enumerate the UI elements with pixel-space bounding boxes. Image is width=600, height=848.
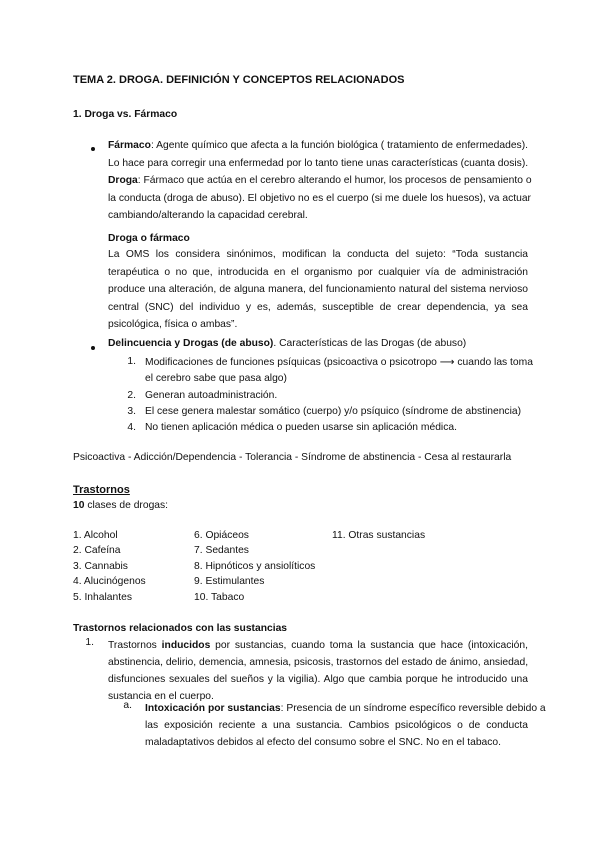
related-heading: Trastornos relacionados con las sustancias [73,623,288,634]
drug-item: 3. Cannabis [73,561,128,572]
inducidos-line: disfunciones sexuales del sueños y la vigilia). Algo que cambia porque he introducido una [108,674,528,685]
clases-text: clases de drogas: [84,500,169,511]
drug-item: 8. Hipnóticos y ansiolíticos [194,561,316,572]
list-number: 2. [127,390,136,401]
list-number: 3. [127,406,136,417]
oms-paragraph [108,246,528,334]
intoxicacion-line-1 [145,700,546,717]
drug-item: 7. Sedantes [194,545,249,556]
bullet-dot [91,346,95,350]
farmaco-label: Fármaco [108,140,151,151]
clases-count: 10 [73,500,85,511]
drug-item: 11. Otras sustancias [332,530,426,541]
inducidos-bold: inducidos [161,640,211,651]
clases-line [73,500,168,511]
intoxicacion-paragraph [145,700,546,751]
drug-item: 5. Inhalantes [73,592,132,603]
intoxicacion-line: las exposición reciente a una sustancia. Cambios psicológicos o de conducta [145,720,528,731]
oms-line: produce una alteración, de alguna manera, del funcionamiento natural del sistema nervioso [108,284,528,295]
farmaco-paragraph [108,137,532,225]
list-item-text: el cerebro sabe que pasa algo) [145,373,287,384]
drug-item: 2. Cafeína [73,545,121,556]
drug-item: 6. Opiáceos [194,530,249,541]
farmaco-line-1 [108,137,528,155]
list-number: 1. [127,356,136,367]
drug-item: 9. Estimulantes [194,576,265,587]
inducidos-line-1 [108,637,528,654]
droga-line-3: cambiando/alterando la capacidad cerebral. [108,210,308,221]
droga-label: Droga [108,175,138,186]
list-number: 4. [127,422,136,433]
delincuencia-text: . Características de las Drogas (de abuso) [273,338,467,349]
list-item-text: Modificaciones de funciones psíquicas (psicoactiva o psicotropo ⟶ cuando las toma [145,357,533,368]
list-letter: a. [123,700,132,711]
farmaco-line-2: Lo hace para corregir una enfermedad por lo tanto tiene unas características (cuanta dosis). [108,157,529,169]
section-heading-droga-farmaco: 1. Droga vs. Fármaco [73,109,178,120]
subheading-droga-o-farmaco: Droga o fármaco [108,233,190,244]
page-title: TEMA 2. DROGA. DEFINICIÓN Y CONCEPTOS RELACIONADOS [73,74,405,86]
droga-line-1 [108,172,532,190]
list-number: 1. [85,637,94,648]
inducidos-line: sustancia en el cuerpo. [108,691,214,702]
trastornos-heading: Trastornos [73,484,130,496]
intoxicacion-rest: : Presencia de un síndrome específico reversible debido a [280,703,546,714]
oms-line: central (SNC) del individuo y es, además, susceptible de crear dependencia, ya sea [108,301,528,313]
intoxicacion-bold: Intoxicación por sustancias [145,703,281,714]
intoxicacion-line: maladaptativos debidos al efecto del consumo sobre el SNC. No en el tabaco. [145,737,502,748]
inducidos-rest: por sustancias, cuando toma la sustancia que hace (intoxicación, [210,640,528,651]
delincuencia-label: Delincuencia y Drogas (de abuso) [108,338,274,349]
list-item-text: No tienen aplicación médica o pueden usarse sin aplicación médica. [145,422,457,433]
inducidos-paragraph [108,637,528,705]
oms-line: La OMS los considera sinónimos, modifican la conducta del sujeto: “Toda sustancia [108,249,528,260]
droga-line-2: la conducta (droga de abuso). El objetivo no es el cuerpo (si me duele los huesos), va actuar [108,192,531,204]
drug-item: 4. Alucinógenos [73,576,146,587]
inducidos-line: abstinencia, delirio, demencia, amnesia, psicosis, trastornos del estado de ánimo, ansiedad, [108,657,529,668]
list-item-text: Generan autoadministración. [145,390,278,401]
bullet-dot [91,147,95,151]
drug-item: 1. Alcohol [73,530,118,541]
oms-line: terapéutica o no que, introducida en el organismo por cualquier vía de administración [108,266,528,278]
delincuencia-line [108,338,466,349]
inducidos-pre: Trastornos [108,640,162,651]
list-item-text: El cese genera malestar somático (cuerpo) y/o psíquico (síndrome de abstinencia) [145,406,522,417]
drug-item: 10. Tabaco [194,592,245,603]
summary-line: Psicoactiva - Adicción/Dependencia - Tolerancia - Síndrome de abstinencia - Cesa al restaurarla [73,452,512,463]
farmaco-line-1-text: : Agente químico que afecta a la función biológica ( tratamiento de enfermedades). [150,140,528,151]
droga-line-1-text: : Fármaco que actúa en el cerebro alterando el humor, los procesos de pensamiento o [137,175,532,186]
oms-line: psicológica, física o ambas”. [108,319,238,330]
